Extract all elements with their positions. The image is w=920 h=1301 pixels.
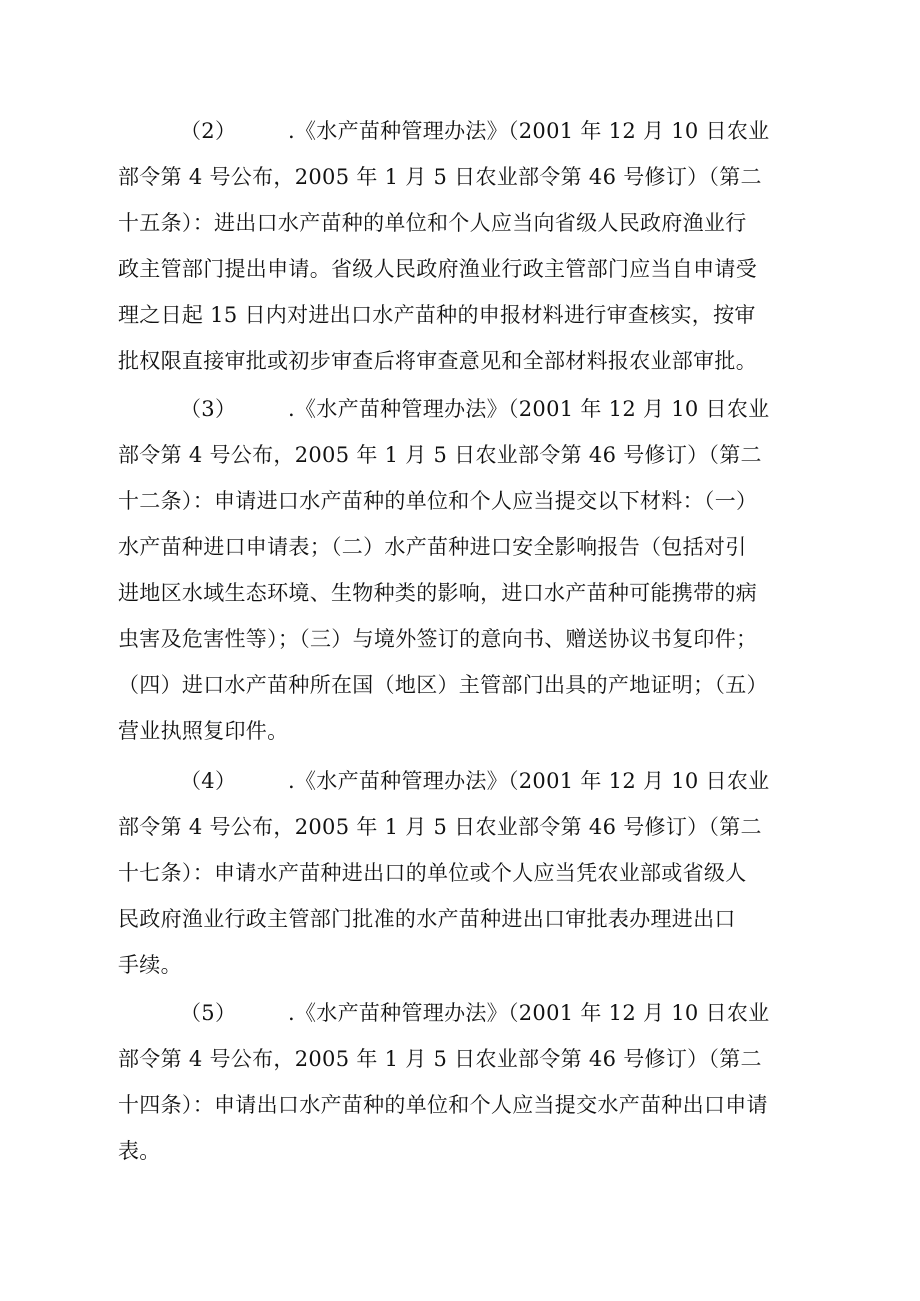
paragraph-line: .《水产苗种管理办法》（2001 年 12 月 10 日农业 <box>288 1001 770 1025</box>
paragraph-line: .《水产苗种管理办法》（2001 年 12 月 10 日农业 <box>288 119 770 143</box>
paragraph-line: 部令第 4 号公布，2005 年 1 月 5 日农业部令第 46 号修订）（第二 <box>118 1047 762 1071</box>
paragraph-line: 表。 <box>118 1139 161 1163</box>
paragraph-line: 政主管部门提出申请。省级人民政府渔业行政主管部门应当自申请受 <box>118 257 757 281</box>
paragraph-line: 批权限直接审批或初步审查后将审查意见和全部材料报农业部审批。 <box>118 349 757 373</box>
paragraph-line: 手续。 <box>118 953 182 977</box>
paragraph-line: 十七条）：申请水产苗种进出口的单位或个人应当凭农业部或省级人 <box>118 861 747 885</box>
paragraph-line: 民政府渔业行政主管部门批准的水产苗种进出口审批表办理进出口 <box>118 907 736 931</box>
paragraph-marker: （5） <box>180 1001 237 1025</box>
paragraph-2 <box>118 108 818 384</box>
paragraph-3 <box>118 386 818 754</box>
paragraph-line: 十二条）：申请进口水产苗种的单位和个人应当提交以下材料：（一） <box>118 489 758 513</box>
paragraph-4 <box>118 758 818 988</box>
paragraph-line: 理之日起 15 日内对进出口水产苗种的申报材料进行审查核实，按审 <box>118 303 756 327</box>
paragraph-line: 进地区水域生态环境、生物种类的影响，进口水产苗种可能携带的病 <box>118 581 757 605</box>
paragraph-marker: （4） <box>180 769 237 793</box>
paragraph-line: 部令第 4 号公布，2005 年 1 月 5 日农业部令第 46 号修订）（第二 <box>118 165 762 189</box>
paragraph-line: 营业执照复印件。 <box>118 719 289 743</box>
paragraph-line: 部令第 4 号公布，2005 年 1 月 5 日农业部令第 46 号修订）（第二 <box>118 443 762 467</box>
paragraph-line: .《水产苗种管理办法》（2001 年 12 月 10 日农业 <box>288 397 770 421</box>
paragraph-5 <box>118 990 818 1174</box>
paragraph-line: （四）进口水产苗种所在国（地区）主管部门出具的产地证明；（五） <box>118 673 768 697</box>
paragraph-line: 十五条）：进出口水产苗种的单位和个人应当向省级人民政府渔业行 <box>118 211 747 235</box>
paragraph-marker: （2） <box>180 119 237 143</box>
paragraph-line: 水产苗种进口申请表；（二）水产苗种进口安全影响报告（包括对引 <box>118 535 747 559</box>
paragraph-marker: （3） <box>180 397 237 421</box>
paragraph-line: .《水产苗种管理办法》（2001 年 12 月 10 日农业 <box>288 769 770 793</box>
paragraph-line: 十四条）：申请出口水产苗种的单位和个人应当提交水产苗种出口申请 <box>118 1093 768 1117</box>
paragraph-line: 虫害及危害性等）；（三）与境外签订的意向书、赠送协议书复印件； <box>118 627 758 651</box>
paragraph-line: 部令第 4 号公布，2005 年 1 月 5 日农业部令第 46 号修订）（第二 <box>118 815 762 839</box>
